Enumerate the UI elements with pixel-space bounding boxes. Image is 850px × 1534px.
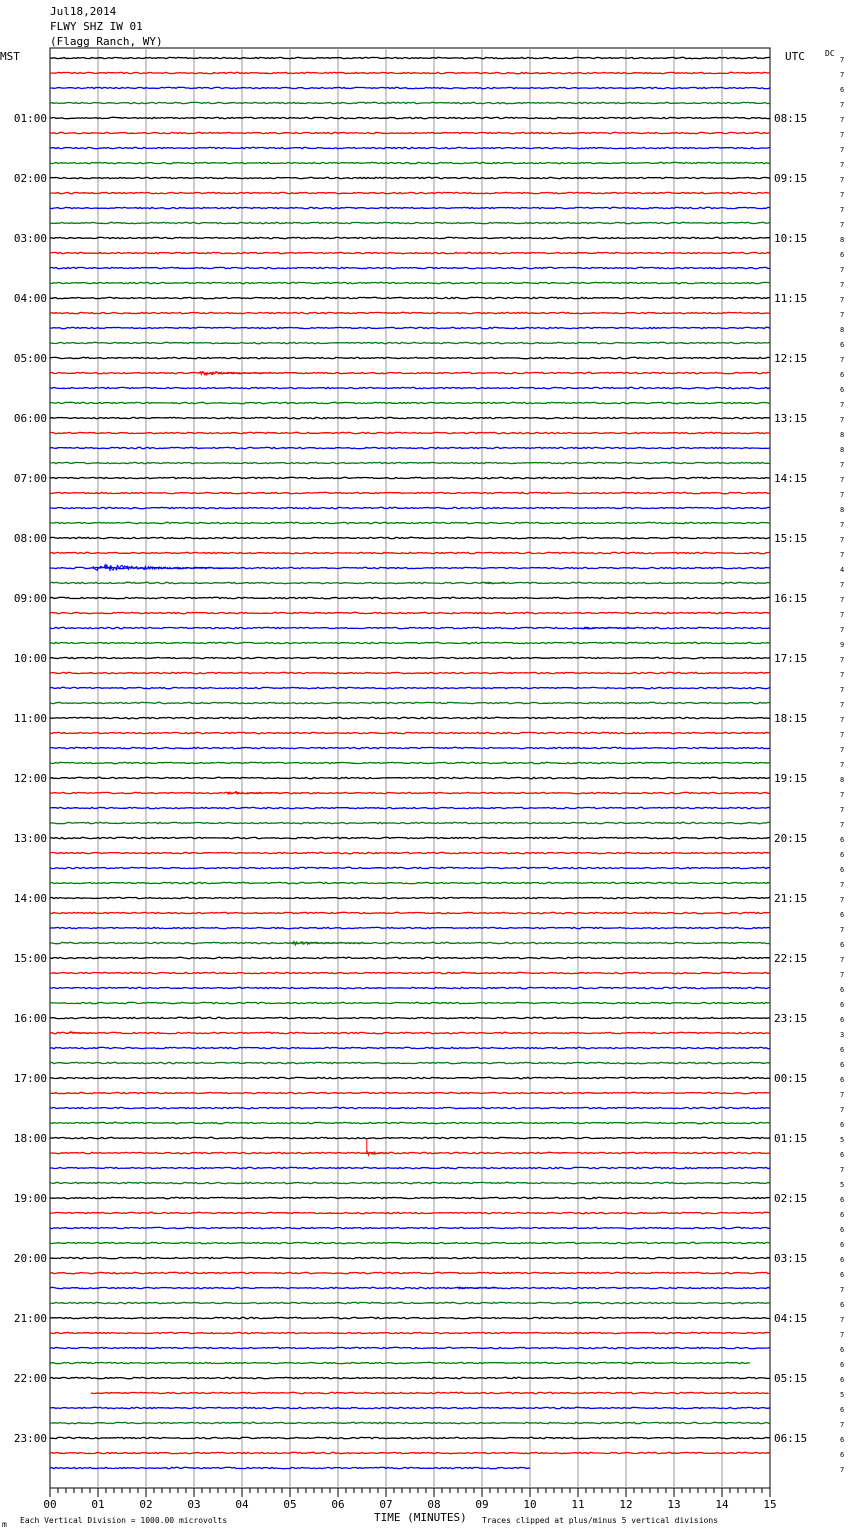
dc-value: 6 <box>840 341 845 349</box>
trace-line <box>50 972 770 973</box>
dc-value: 8 <box>840 326 845 334</box>
right-time-label: 14:15 <box>774 472 808 485</box>
left-time-label: 04:00 <box>13 292 47 305</box>
trace-line <box>50 117 770 118</box>
seismic-event <box>199 372 275 375</box>
x-tick-label: 14 <box>715 1498 729 1511</box>
dc-value: 6 <box>840 386 845 394</box>
trace-line <box>50 1317 770 1318</box>
left-time-label: 19:00 <box>13 1192 47 1205</box>
trace-line <box>50 1437 770 1438</box>
trace-line <box>50 702 770 703</box>
dc-value: 7 <box>840 221 845 229</box>
trace-line <box>50 87 770 88</box>
left-time-label: 22:00 <box>13 1372 47 1385</box>
trace-line <box>50 897 770 898</box>
dc-value: 6 <box>840 1451 845 1459</box>
trace-line <box>50 1227 770 1228</box>
dc-value: 6 <box>840 1061 845 1069</box>
right-time-label: 03:15 <box>774 1252 808 1265</box>
trace-line <box>50 447 770 448</box>
dc-value: 6 <box>840 1226 845 1234</box>
trace-line <box>50 1257 770 1258</box>
trace-line <box>50 267 770 268</box>
left-time-label: 20:00 <box>13 1252 47 1265</box>
trace-line <box>50 807 770 808</box>
trace-line <box>50 1092 770 1093</box>
trace-line <box>50 402 770 403</box>
dc-value: 7 <box>840 131 845 139</box>
clip-note: Traces clipped at plus/minus 5 vertical divisions <box>482 1516 719 1525</box>
trace-line <box>50 852 770 853</box>
dc-value: 7 <box>840 806 845 814</box>
trace-line <box>50 297 770 298</box>
trace-line <box>50 1422 770 1423</box>
trace-line <box>50 102 770 103</box>
trace-line <box>50 1137 770 1138</box>
trace-line <box>50 222 770 223</box>
x-tick-label: 04 <box>235 1498 249 1511</box>
x-tick-label: 03 <box>187 1498 201 1511</box>
dc-value: 6 <box>840 1256 845 1264</box>
dc-value: 7 <box>840 716 845 724</box>
x-tick-label: 12 <box>619 1498 633 1511</box>
trace-line <box>50 1197 770 1198</box>
trace-line <box>50 987 770 988</box>
right-time-label: 16:15 <box>774 592 808 605</box>
trace-line <box>50 927 770 928</box>
dc-value: 6 <box>840 1076 845 1084</box>
trace-line <box>50 522 770 523</box>
right-time-label: 22:15 <box>774 952 808 965</box>
right-time-label: 06:15 <box>774 1432 808 1445</box>
dc-value: 8 <box>840 506 845 514</box>
trace-line <box>50 1332 770 1333</box>
x-tick-label: 05 <box>283 1498 297 1511</box>
dc-value: 7 <box>840 536 845 544</box>
trace-line <box>50 507 770 508</box>
dc-value: 7 <box>840 791 845 799</box>
right-time-label: 23:15 <box>774 1012 808 1025</box>
dc-value: 6 <box>840 1046 845 1054</box>
right-time-label: 00:15 <box>774 1072 808 1085</box>
left-time-label: 06:00 <box>13 412 47 425</box>
right-time-label: 11:15 <box>774 292 808 305</box>
trace-line <box>50 327 770 328</box>
dc-value: 7 <box>840 581 845 589</box>
trace-line <box>50 1002 770 1003</box>
dc-value: 6 <box>840 1121 845 1129</box>
right-time-label: 13:15 <box>774 412 808 425</box>
right-time-label: 19:15 <box>774 772 808 785</box>
x-tick-label: 02 <box>139 1498 153 1511</box>
trace-line <box>50 357 770 358</box>
trace-line <box>50 57 770 58</box>
trace-line <box>50 477 770 478</box>
dc-value: 3 <box>840 1031 845 1039</box>
trace-line <box>50 207 770 208</box>
trace-line <box>50 1212 770 1213</box>
trace-line <box>50 642 770 643</box>
trace-line <box>50 1407 770 1408</box>
dc-value: 5 <box>840 1391 845 1399</box>
dc-value: 7 <box>840 1286 845 1294</box>
right-time-label: 01:15 <box>774 1132 808 1145</box>
trace-line <box>50 1107 770 1108</box>
x-tick-label: 11 <box>571 1498 585 1511</box>
trace-line <box>50 1362 750 1363</box>
dc-value: 7 <box>840 896 845 904</box>
dc-value: 7 <box>840 521 845 529</box>
dc-value: 7 <box>840 401 845 409</box>
dc-value: 8 <box>840 776 845 784</box>
trace-line <box>50 177 770 178</box>
dc-value: 6 <box>840 1151 845 1159</box>
dc-value: 7 <box>840 596 845 604</box>
trace-line <box>50 237 770 238</box>
dc-value: 7 <box>840 626 845 634</box>
dc-value: 6 <box>840 1001 845 1009</box>
dc-value: 8 <box>840 431 845 439</box>
trace-line <box>50 597 770 598</box>
dc-value: 7 <box>840 116 845 124</box>
trace-line <box>50 942 770 943</box>
trace-line <box>50 1047 770 1048</box>
left-time-label: 08:00 <box>13 532 47 545</box>
dc-value: 7 <box>840 971 845 979</box>
dc-value: 7 <box>840 1421 845 1429</box>
dc-value: 7 <box>840 176 845 184</box>
left-time-label: 09:00 <box>13 592 47 605</box>
trace-line <box>50 417 770 418</box>
left-time-label: 07:00 <box>13 472 47 485</box>
scale-note: Each Vertical Division = 1000.00 microvolts <box>20 1516 228 1525</box>
trace-line <box>50 1122 770 1123</box>
dc-value: 6 <box>840 1346 845 1354</box>
dc-value: 7 <box>840 881 845 889</box>
right-time-label: 12:15 <box>774 352 808 365</box>
dc-value: 7 <box>840 311 845 319</box>
trace-line <box>50 492 770 493</box>
trace-line <box>50 1287 770 1288</box>
trace-line <box>50 1302 770 1303</box>
trace-line <box>50 822 770 823</box>
x-tick-label: 07 <box>379 1498 393 1511</box>
dc-value: 7 <box>840 1331 845 1339</box>
dc-value: 7 <box>840 161 845 169</box>
trace-line <box>50 147 770 148</box>
x-tick-label: 00 <box>43 1498 57 1511</box>
trace-line <box>50 432 770 433</box>
dc-value: 6 <box>840 1406 845 1414</box>
dc-value: 6 <box>840 1301 845 1309</box>
left-time-label: 15:00 <box>13 952 47 965</box>
trace-line <box>50 342 770 343</box>
trace-line <box>50 462 770 463</box>
dc-value: 7 <box>840 461 845 469</box>
dc-value: 6 <box>840 851 845 859</box>
left-time-label: 18:00 <box>13 1132 47 1145</box>
right-time-label: 02:15 <box>774 1192 808 1205</box>
left-time-label: 03:00 <box>13 232 47 245</box>
dc-label: DC <box>825 49 835 58</box>
right-time-label: 09:15 <box>774 172 808 185</box>
dc-value: 7 <box>840 491 845 499</box>
trace-line <box>50 867 770 868</box>
left-time-label: 11:00 <box>13 712 47 725</box>
trace-line <box>50 1452 770 1453</box>
dc-value: 6 <box>840 836 845 844</box>
right-time-label: 08:15 <box>774 112 808 125</box>
trace-line <box>50 192 770 193</box>
left-time-label: 13:00 <box>13 832 47 845</box>
left-time-label: 12:00 <box>13 772 47 785</box>
right-timezone-label: UTC <box>785 50 805 63</box>
trace-line <box>50 747 770 748</box>
dc-value: 6 <box>840 941 845 949</box>
dc-value: 7 <box>840 731 845 739</box>
dc-value: 7 <box>840 56 845 64</box>
x-tick-label: 13 <box>667 1498 681 1511</box>
dc-value: 7 <box>840 356 845 364</box>
trace-line <box>50 717 770 718</box>
trace-line <box>91 1392 769 1393</box>
trace-line <box>50 1347 770 1348</box>
dc-value: 6 <box>840 371 845 379</box>
dc-value: 7 <box>840 956 845 964</box>
trace-line <box>50 1242 770 1243</box>
right-time-label: 05:15 <box>774 1372 808 1385</box>
dc-value: 4 <box>840 566 845 574</box>
trace-line <box>50 957 770 958</box>
trace-line <box>50 552 770 553</box>
trace-line <box>50 252 770 253</box>
dc-value: 7 <box>840 746 845 754</box>
left-time-label: 21:00 <box>13 1312 47 1325</box>
dc-value: 7 <box>840 671 845 679</box>
right-time-label: 18:15 <box>774 712 808 725</box>
left-time-label: 14:00 <box>13 892 47 905</box>
x-axis-label: TIME (MINUTES) <box>374 1511 467 1524</box>
dc-value: 7 <box>840 1106 845 1114</box>
dc-value: 6 <box>840 1361 845 1369</box>
trace-line <box>50 1062 770 1063</box>
x-tick-label: 06 <box>331 1498 345 1511</box>
left-time-label: 01:00 <box>13 112 47 125</box>
trace-line <box>50 912 770 913</box>
trace-line <box>50 582 770 583</box>
header-location: (Flagg Ranch, WY) <box>50 35 163 48</box>
header-station: FLWY SHZ IW 01 <box>50 20 143 33</box>
dc-value: 7 <box>840 686 845 694</box>
trace-line <box>50 792 770 793</box>
trace-line <box>50 687 770 688</box>
x-tick-label: 08 <box>427 1498 441 1511</box>
right-time-label: 10:15 <box>774 232 808 245</box>
trace-line <box>50 1167 770 1168</box>
trace-line <box>50 612 770 613</box>
trace-line <box>50 777 770 778</box>
dc-value: 6 <box>840 251 845 259</box>
dc-value: 6 <box>840 1241 845 1249</box>
trace-line <box>50 537 770 538</box>
dc-value: 7 <box>840 191 845 199</box>
dc-value: 7 <box>840 1166 845 1174</box>
dc-value: 6 <box>840 986 845 994</box>
dc-value: 6 <box>840 1196 845 1204</box>
dc-value: 7 <box>840 71 845 79</box>
dc-value: 6 <box>840 911 845 919</box>
right-time-label: 04:15 <box>774 1312 808 1325</box>
trace-line <box>50 282 770 283</box>
dc-value: 7 <box>840 1316 845 1324</box>
left-timezone-label: MST <box>0 50 20 63</box>
dc-value: 7 <box>840 701 845 709</box>
dc-value: 7 <box>840 206 845 214</box>
trace-line <box>50 1272 770 1273</box>
dc-value: 7 <box>840 296 845 304</box>
trace-line <box>50 312 770 313</box>
dc-value: 7 <box>840 101 845 109</box>
dc-value: 8 <box>840 236 845 244</box>
right-time-label: 20:15 <box>774 832 808 845</box>
dc-value: 7 <box>840 1466 845 1474</box>
dc-value: 7 <box>840 266 845 274</box>
dc-value: 7 <box>840 1091 845 1099</box>
dc-value: 7 <box>840 476 845 484</box>
dc-value: 6 <box>840 1211 845 1219</box>
dc-value: 7 <box>840 761 845 769</box>
dc-value: 7 <box>840 281 845 289</box>
dc-value: 6 <box>840 86 845 94</box>
dc-value: 7 <box>840 821 845 829</box>
x-tick-label: 09 <box>475 1498 489 1511</box>
dc-value: 5 <box>840 1136 845 1144</box>
left-time-label: 02:00 <box>13 172 47 185</box>
trace-line <box>50 1032 770 1033</box>
right-time-label: 15:15 <box>774 532 808 545</box>
left-time-label: 10:00 <box>13 652 47 665</box>
trace-line <box>50 657 770 658</box>
dc-value: 7 <box>840 926 845 934</box>
dc-value: 9 <box>840 641 845 649</box>
dc-value: 6 <box>840 1376 845 1384</box>
trace-line <box>50 72 770 73</box>
trace-line <box>50 1017 770 1018</box>
trace-line <box>50 882 770 883</box>
x-tick-label: 01 <box>91 1498 105 1511</box>
left-time-label: 16:00 <box>13 1012 47 1025</box>
trace-line <box>50 162 770 163</box>
x-tick-label: 10 <box>523 1498 537 1511</box>
dc-value: 6 <box>840 866 845 874</box>
corner-mark: m <box>2 1520 7 1529</box>
dc-value: 7 <box>840 416 845 424</box>
trace-line <box>50 1077 770 1078</box>
trace-line <box>50 732 770 733</box>
trace-line <box>50 1152 770 1153</box>
trace-line <box>50 1182 770 1183</box>
left-time-label: 05:00 <box>13 352 47 365</box>
trace-line <box>50 1377 770 1378</box>
right-time-label: 21:15 <box>774 892 808 905</box>
dc-value: 7 <box>840 656 845 664</box>
trace-line <box>50 387 770 388</box>
dc-value: 6 <box>840 1016 845 1024</box>
right-time-label: 17:15 <box>774 652 808 665</box>
trace-line <box>50 627 770 628</box>
trace-line <box>50 672 770 673</box>
trace-line <box>50 837 770 838</box>
left-time-label: 23:00 <box>13 1432 47 1445</box>
header-date: Jul18,2014 <box>50 5 117 18</box>
dc-value: 8 <box>840 446 845 454</box>
dc-value: 6 <box>840 1436 845 1444</box>
x-tick-label: 15 <box>763 1498 777 1511</box>
dc-value: 6 <box>840 1271 845 1279</box>
trace-line <box>50 372 770 373</box>
dc-value: 5 <box>840 1181 845 1189</box>
trace-line <box>50 132 770 133</box>
left-time-label: 17:00 <box>13 1072 47 1085</box>
dc-value: 7 <box>840 611 845 619</box>
dc-value: 7 <box>840 146 845 154</box>
trace-line <box>50 762 770 763</box>
dc-value: 7 <box>840 551 845 559</box>
